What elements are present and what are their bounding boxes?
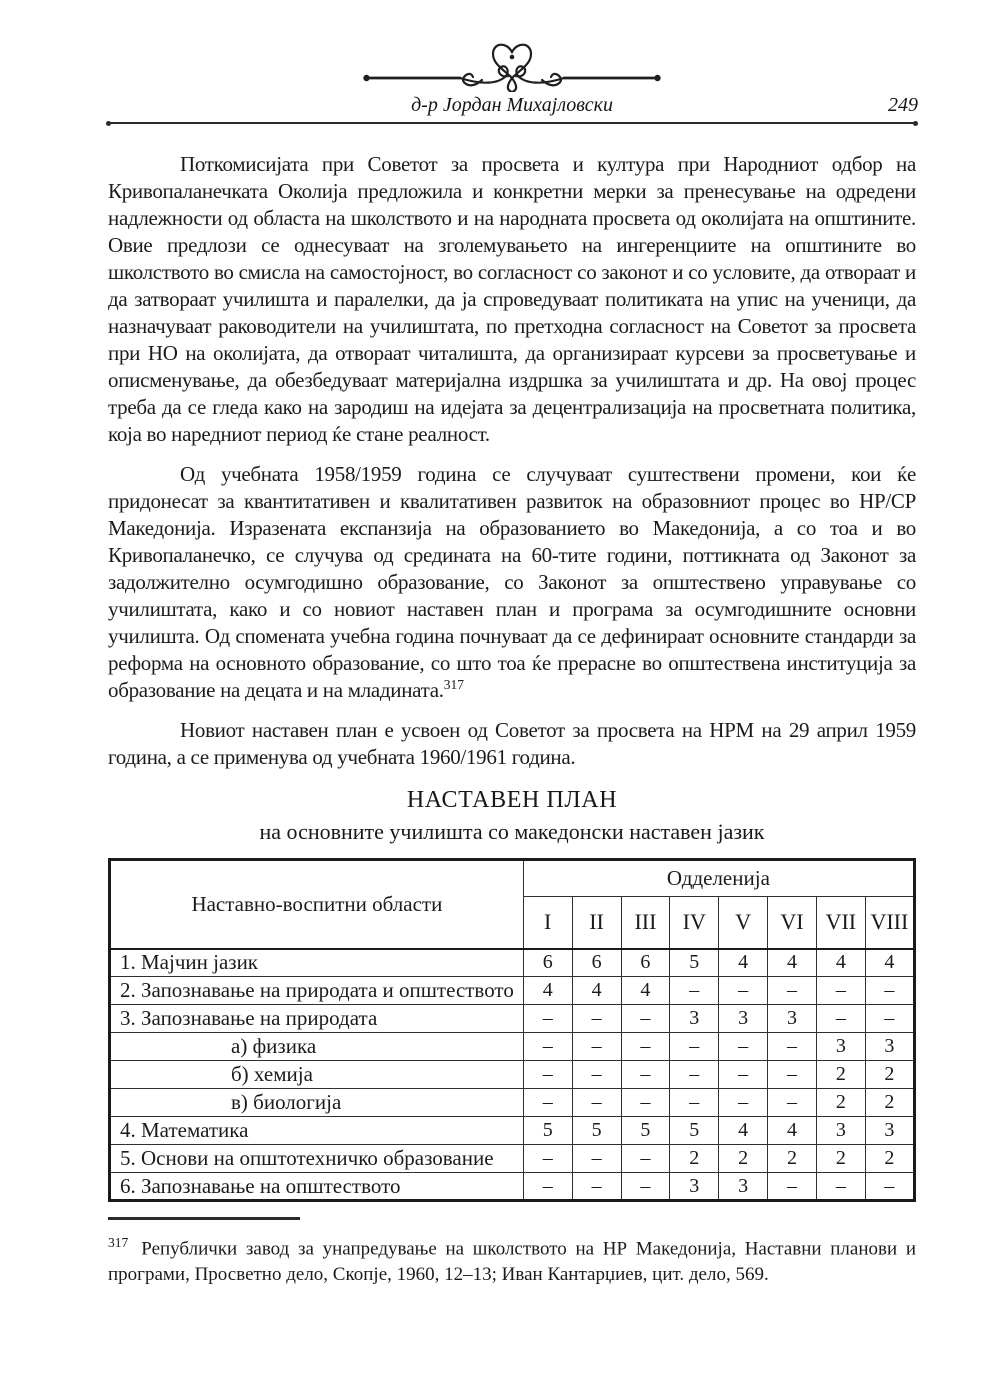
- table-cell: –: [523, 1173, 572, 1201]
- table-cell: 5: [621, 1117, 670, 1145]
- grade-column-header: III: [621, 897, 670, 949]
- table-cell: 5: [523, 1117, 572, 1145]
- footnote-text: Републички завод за унапредување на школството на НР Македонија, Наставни планови и програми, Просветно дело, Скопје, 1960, 12–13; Иван Кантарџиев, цит. дело, 569.: [108, 1238, 916, 1286]
- body-text: [108, 151, 916, 771]
- table-cell: 5: [670, 949, 719, 977]
- table-cell: –: [621, 1033, 670, 1061]
- table-row: [110, 1117, 915, 1145]
- table-cell: –: [523, 1005, 572, 1033]
- paragraph-1: Поткомисијата при Советот за просвета и култура при Народниот одбор на Кривопаланечката Околија предложила и конкретни мерки за пренесување на одредени надлежности од областа на школството и на народната просвета од околијата на општините. Овие предлози се однесуваат на зголемувањето на ингеренциите на општините во школството во смисла на самостојност, во согласност со законот и со условите, да отвораат и да затвораат училишта и паралелки, да ја спроведуваат политиката на упис на ученици, да назначуваат раководители на училиштата, по претходна согласност на Советот за просвета при НО на околијата, да отвораат читалишта, да организираат курсеви за просветување и описменување, да обезбедуваат материјална издршка за училиштата и др. На овој процес треба да се гледа како на зародиш на идејата за децентрализација на просветната политика, која во наредниот период ќе стане реалност.: [108, 152, 916, 446]
- row-label: в) биологија: [110, 1089, 524, 1117]
- table-cell: –: [865, 977, 914, 1005]
- table-cell: 4: [719, 949, 768, 977]
- paragraph-2-text: Од учебната 1958/1959 година се случуваат суштествени промени, кои ќе придонесат за квантитативен и квалитативен развиток на образовниот процес во НР/СР Македонија. Изразената експанзија на образованието во Македонија, а со тоа и во Кривопаланечко, се случува од средината на 60-тите години, поттикната од Законот за задолжително осумгодишно образование, со Законот за општествено управување со училиштата, како и со новиот наставен план и програма за осумгодишните основни училишта. Од спомената учебна година почнуваат да се дефинираат основните стандарди за реформа на основното образование, со што тоа ќе прерасне во општествена институција за образование на децата и на младината.: [108, 462, 916, 702]
- grade-column-header: VI: [768, 897, 817, 949]
- row-label: а) физика: [110, 1033, 524, 1061]
- footnote-separator: [108, 1217, 300, 1220]
- ornament-wrap: [108, 38, 916, 92]
- row-label: 6. Запознавање на општеството: [110, 1173, 524, 1201]
- table-cell: –: [572, 1005, 621, 1033]
- running-header: [108, 93, 916, 117]
- table-row: [110, 1089, 915, 1117]
- table-cell: 2: [816, 1061, 865, 1089]
- grade-column-header: IV: [670, 897, 719, 949]
- table-cell: –: [816, 1005, 865, 1033]
- grade-column-header: II: [572, 897, 621, 949]
- table-row: [110, 1005, 915, 1033]
- table-cell: 3: [768, 1005, 817, 1033]
- table-cell: –: [768, 1033, 817, 1061]
- footnote-number: 317: [108, 1235, 129, 1250]
- paragraph-2: [108, 461, 916, 704]
- table-cell: 3: [719, 1005, 768, 1033]
- table-cell: –: [621, 1173, 670, 1201]
- table-cell: –: [572, 1033, 621, 1061]
- table-cell: –: [572, 1145, 621, 1173]
- table-cell: –: [621, 1089, 670, 1117]
- table-cell: 6: [523, 949, 572, 977]
- table-row: [110, 949, 915, 977]
- table-row: [110, 1173, 915, 1201]
- table-cell: 2: [719, 1145, 768, 1173]
- row-label: 2. Запознавање на природата и општеството: [110, 977, 524, 1005]
- table-row: [110, 977, 915, 1005]
- grade-column-header: V: [719, 897, 768, 949]
- table-cell: 4: [768, 949, 817, 977]
- table-cell: 3: [719, 1173, 768, 1201]
- footnote: [108, 1230, 916, 1288]
- table-row: [110, 1061, 915, 1089]
- table-cell: 2: [816, 1145, 865, 1173]
- curriculum-table: [108, 858, 916, 1202]
- table-cell: –: [572, 1173, 621, 1201]
- table-cell: –: [719, 1033, 768, 1061]
- table-cell: –: [523, 1089, 572, 1117]
- flourish-ornament-icon: [362, 38, 662, 92]
- table-cell: –: [768, 1089, 817, 1117]
- table-cell: –: [719, 1061, 768, 1089]
- page-content: [108, 0, 916, 1288]
- table-subtitle: на основните училишта со македонски наставен јазик: [259, 819, 765, 844]
- table-cell: –: [768, 977, 817, 1005]
- table-title: НАСТАВЕН ПЛАН: [406, 787, 618, 813]
- table-cell: 3: [865, 1033, 914, 1061]
- table-cell: –: [768, 1061, 817, 1089]
- row-label: б) хемија: [110, 1061, 524, 1089]
- footnote-reference-marker: 317: [443, 677, 464, 692]
- table-cell: –: [816, 977, 865, 1005]
- table-cell: 5: [572, 1117, 621, 1145]
- table-cell: –: [523, 1061, 572, 1089]
- table-cell: 6: [621, 949, 670, 977]
- grade-column-header: VII: [816, 897, 865, 949]
- table-cell: –: [670, 977, 719, 1005]
- row-label: 5. Основи на општотехничко образование: [110, 1145, 524, 1173]
- table-cell: 3: [670, 1005, 719, 1033]
- table-cell: 2: [865, 1145, 914, 1173]
- column-header-areas: Наставно-воспитни области: [110, 860, 524, 949]
- row-label: 1. Мајчин јазик: [110, 949, 524, 977]
- table-cell: –: [670, 1061, 719, 1089]
- table-cell: –: [768, 1173, 817, 1201]
- table-cell: 3: [816, 1033, 865, 1061]
- row-label: 3. Запознавање на природата: [110, 1005, 524, 1033]
- table-cell: 2: [670, 1145, 719, 1173]
- table-cell: –: [621, 1145, 670, 1173]
- table-cell: –: [523, 1033, 572, 1061]
- table-cell: –: [865, 1005, 914, 1033]
- table-cell: 5: [670, 1117, 719, 1145]
- table-cell: –: [719, 1089, 768, 1117]
- grade-column-header: I: [523, 897, 572, 949]
- table-cell: –: [670, 1089, 719, 1117]
- table-cell: 4: [523, 977, 572, 1005]
- grade-column-header: VIII: [865, 897, 914, 949]
- table-cell: –: [621, 1061, 670, 1089]
- running-header-author: д-р Јордан Михајловски: [411, 94, 613, 116]
- header-rule: [108, 122, 916, 124]
- table-cell: 4: [572, 977, 621, 1005]
- table-cell: 2: [865, 1089, 914, 1117]
- table-cell: –: [670, 1033, 719, 1061]
- table-cell: –: [719, 977, 768, 1005]
- table-cell: 4: [768, 1117, 817, 1145]
- column-header-grades-group: Одделенија: [523, 860, 914, 897]
- table-cell: 4: [719, 1117, 768, 1145]
- table-cell: –: [572, 1061, 621, 1089]
- table-cell: –: [523, 1145, 572, 1173]
- table-cell: 4: [621, 977, 670, 1005]
- table-cell: –: [865, 1173, 914, 1201]
- table-cell: 3: [816, 1117, 865, 1145]
- table-cell: 6: [572, 949, 621, 977]
- table-cell: 4: [865, 949, 914, 977]
- table-cell: 2: [865, 1061, 914, 1089]
- table-cell: 2: [816, 1089, 865, 1117]
- table-cell: –: [816, 1173, 865, 1201]
- table-cell: 2: [768, 1145, 817, 1173]
- row-label: 4. Математика: [110, 1117, 524, 1145]
- table-cell: 4: [816, 949, 865, 977]
- table-row: [110, 1033, 915, 1061]
- table-cell: –: [621, 1005, 670, 1033]
- table-header-row-1: [110, 860, 915, 897]
- table-cell: 3: [865, 1117, 914, 1145]
- page-number: 249: [888, 94, 918, 116]
- table-row: [110, 1145, 915, 1173]
- table-cell: –: [572, 1089, 621, 1117]
- table-cell: 3: [670, 1173, 719, 1201]
- paragraph-3: Новиот наставен план е усвоен од Советот за просвета на НРМ на 29 април 1959 година, а се применува од учебната 1960/1961 година.: [108, 718, 916, 769]
